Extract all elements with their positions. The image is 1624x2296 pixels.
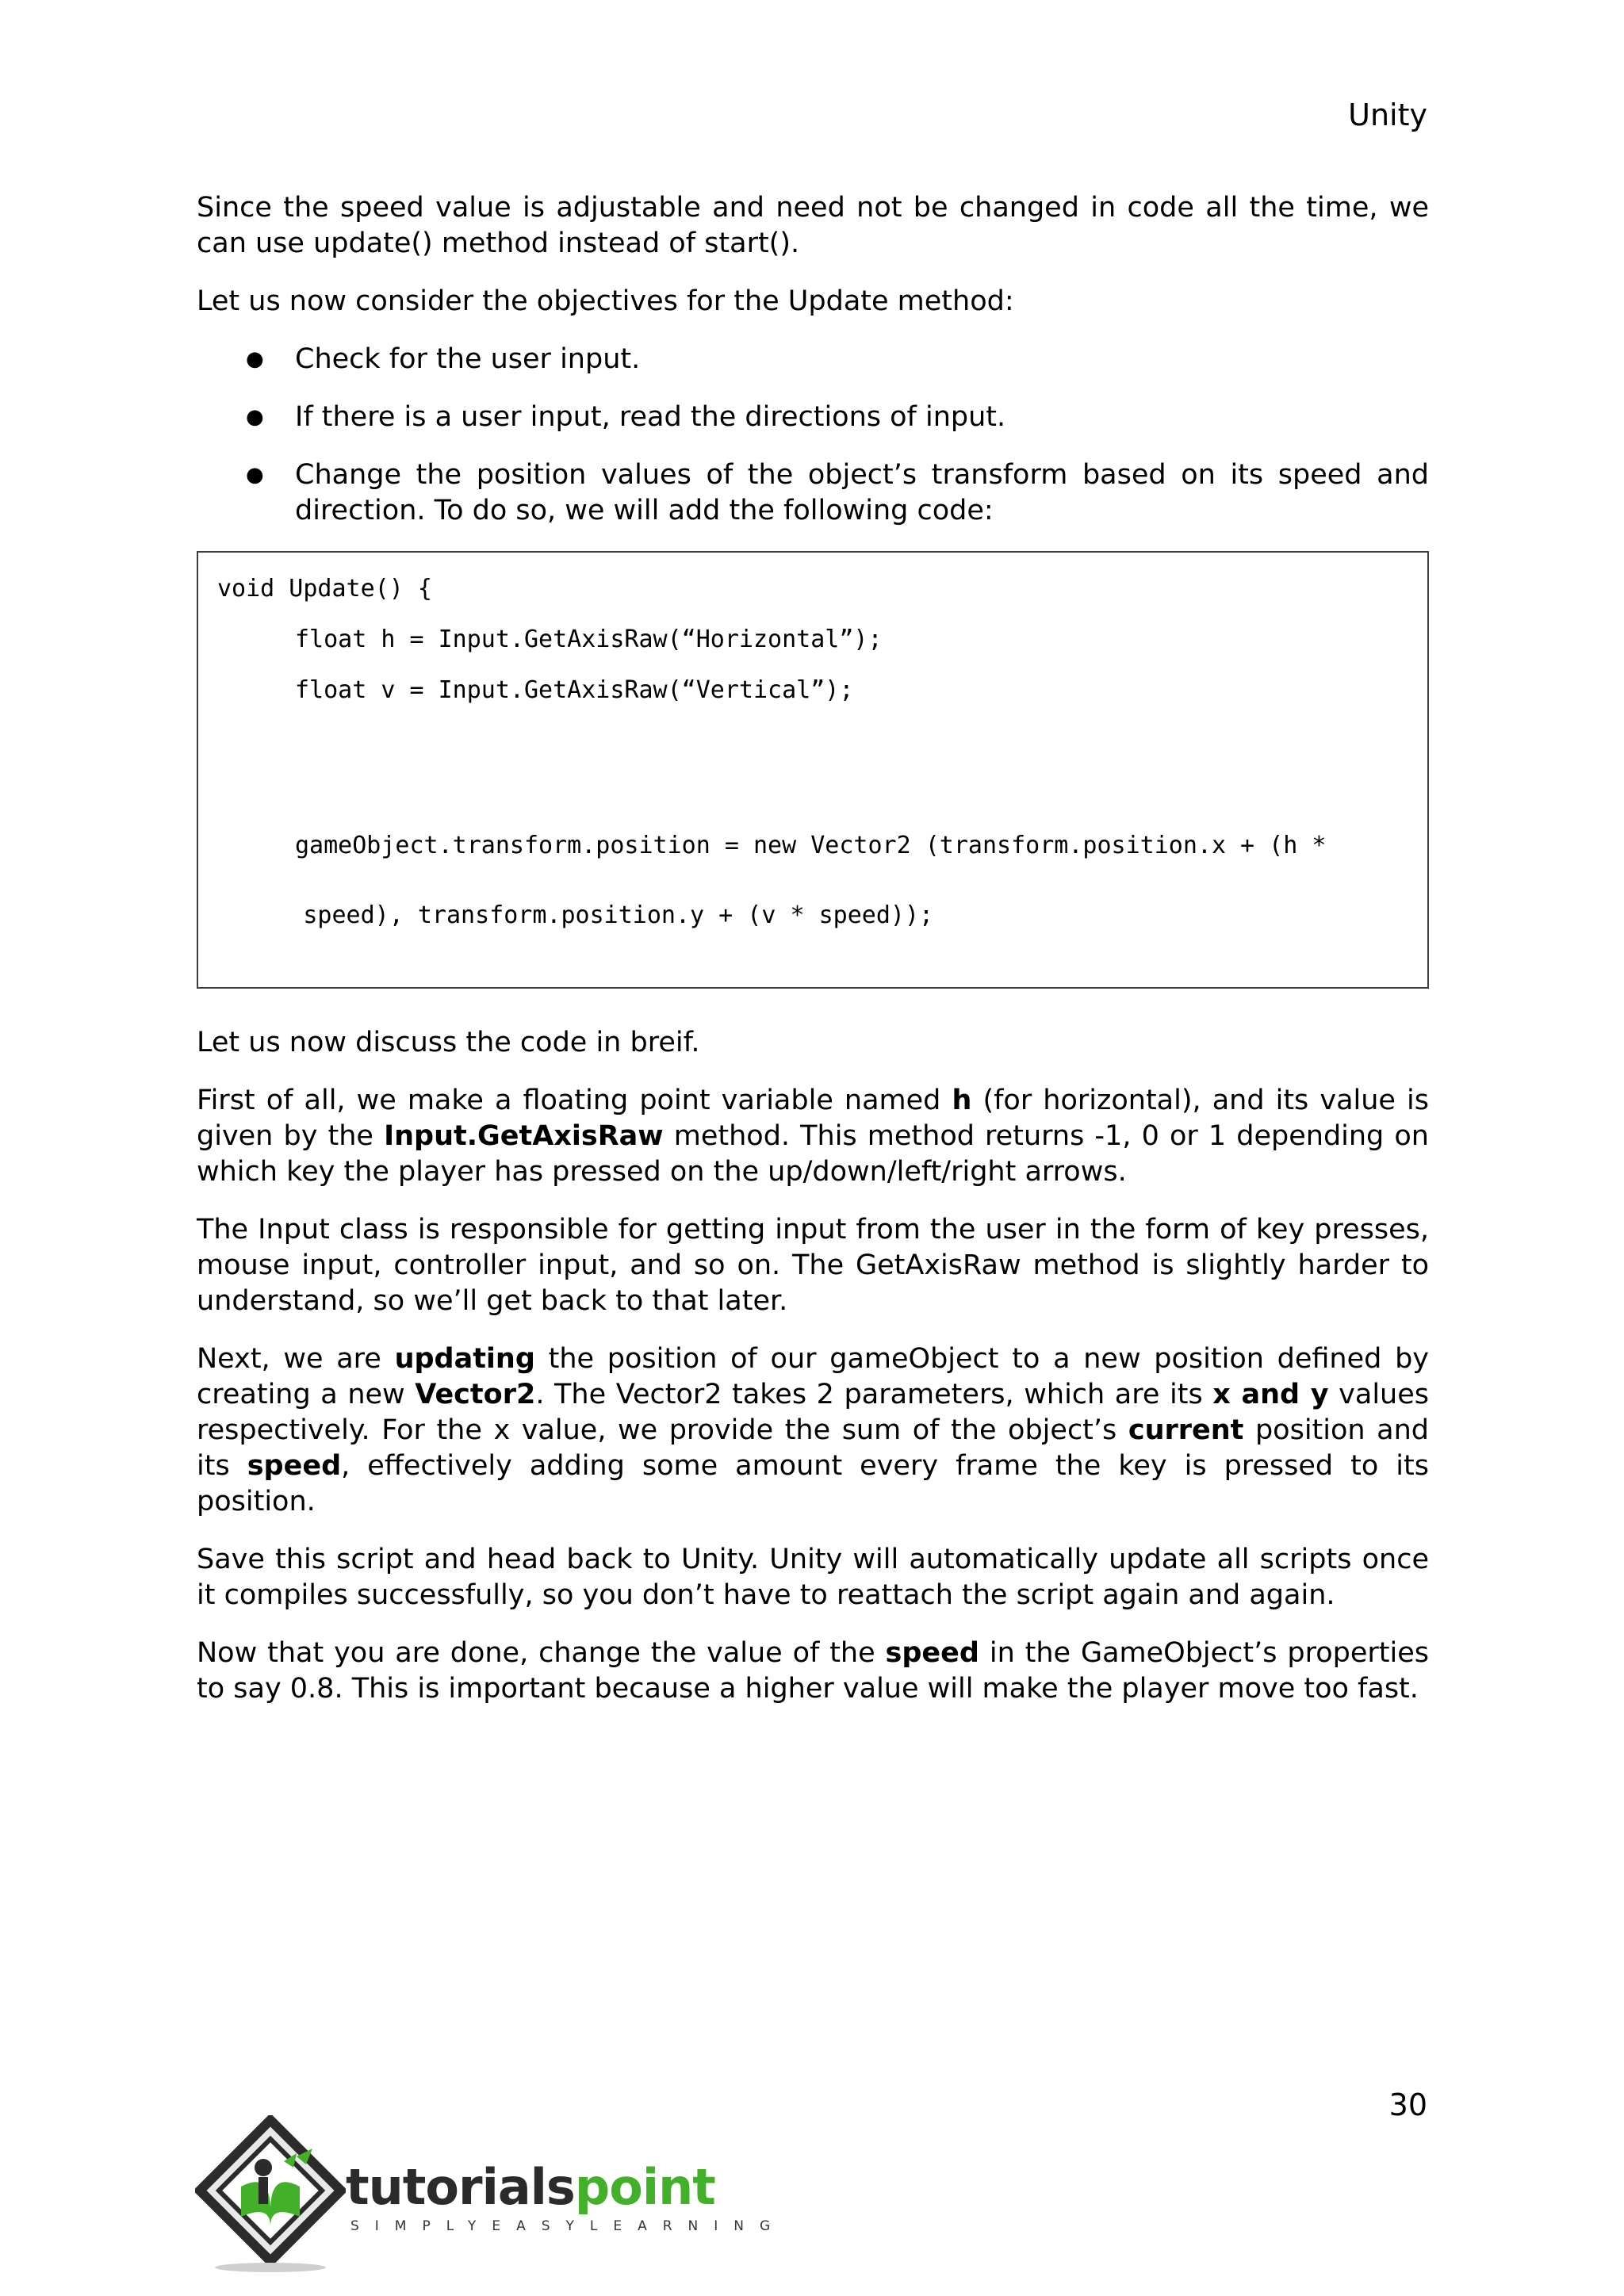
- bullet-icon: ●: [246, 405, 264, 429]
- bullet-icon: ●: [246, 347, 264, 371]
- code-line: void Update() {: [217, 575, 432, 603]
- paragraph-save-script: Save this script and head back to Unity. Unity will automatically update all scripts once it compiles successfully, so you don’t have to reattach the script again and again.: [197, 1544, 1429, 1611]
- bold-term: Input.GetAxisRaw: [384, 1120, 664, 1152]
- code-line-wrapped: [217, 759, 1408, 968]
- paragraph-speed: Since the speed value is adjustable and need not be changed in code all the time, we can use update() method instead of start().: [197, 192, 1429, 259]
- bold-term: x and y: [1212, 1379, 1329, 1410]
- code-line: float v = Input.GetAxisRaw(“Vertical”);: [295, 676, 854, 704]
- bold-term: speed: [247, 1450, 342, 1482]
- code-line: float h = Input.GetAxisRaw(“Horizontal”);: [295, 626, 883, 653]
- paragraph-objectives: Let us now consider the objectives for the Update method:: [197, 285, 1014, 317]
- logo-tagline: SIMPLYEASYLEARNING: [350, 2218, 787, 2234]
- bold-term: speed: [885, 1637, 979, 1669]
- list-item-text: Check for the user input.: [295, 343, 641, 375]
- page-number: 30: [1388, 2087, 1427, 2122]
- list-item: [197, 342, 1429, 377]
- logo-wordmark: tutorialspoint: [346, 2158, 715, 2216]
- code-block: [197, 551, 1429, 989]
- page-header-title: Unity: [1348, 98, 1427, 132]
- objectives-list: [197, 342, 1429, 529]
- logo-emblem-icon: [195, 2115, 346, 2274]
- page-content: [197, 190, 1429, 1729]
- bullet-icon: ●: [246, 463, 264, 487]
- bold-term: Vector2: [415, 1379, 536, 1410]
- paragraph-input-class: The Input class is responsible for getting input from the user in the form of key presses, mouse input, controller input, and so on. The GetAxisRaw method is slightly harder to understand, so we’ll get back to that later.: [197, 1214, 1429, 1317]
- bold-term: h: [952, 1085, 972, 1116]
- bold-term: current: [1128, 1414, 1244, 1446]
- list-item-text: Change the position values of the object’s transform based on its speed and direction. To do so, we will add the following code:: [295, 459, 1429, 526]
- paragraph-speed-value: Now that you are done, change the value of the speed in the GameObject’s properties to say 0.8. This is important because a higher value will make the player move too fast.: [197, 1637, 1429, 1705]
- paragraph-float-variable: First of all, we make a floating point variable named h (for horizontal), and its value is given by the Input.GetAxisRaw method. This method returns -1, 0 or 1 depending on which key the player has pressed on the up/down/left/right arrows.: [197, 1085, 1429, 1188]
- paragraph-vector2: Next, we are updating the position of our gameObject to a new position defined by creating a new Vector2. The Vector2 takes 2 parameters, which are its x and y values respectively. For the x value, we provide the sum of the object’s current position and its speed, effectively adding some amount every frame the key is pressed to its position.: [197, 1343, 1429, 1517]
- bold-term: updating: [394, 1343, 535, 1375]
- list-item: [197, 400, 1429, 435]
- list-item: [197, 457, 1429, 529]
- paragraph-discuss: Let us now discuss the code in breif.: [197, 1027, 700, 1058]
- code-line: gameObject.transform.position = new Vector2 (transform.position.x + (h *: [295, 832, 1327, 859]
- tutorialspoint-logo: [195, 2115, 787, 2274]
- list-item-text: If there is a user input, read the directions of input.: [295, 401, 1006, 433]
- code-line: speed), transform.position.y + (v * speed));: [303, 901, 934, 929]
